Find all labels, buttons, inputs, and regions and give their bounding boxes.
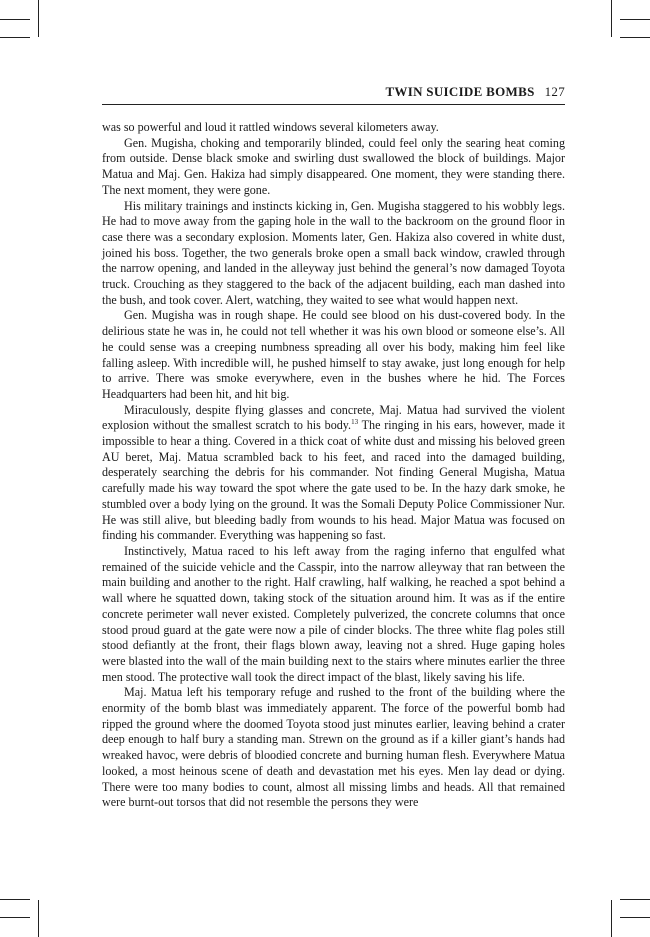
crop-mark-top-right xyxy=(611,0,612,37)
crop-mark-bottom-right xyxy=(620,899,650,900)
crop-mark-top-right xyxy=(620,19,650,20)
crop-mark-bottom-left xyxy=(38,900,39,937)
running-title: TWIN SUICIDE BOMBS xyxy=(385,84,535,99)
running-header xyxy=(102,84,565,105)
body-text xyxy=(102,120,565,811)
footnote-marker[interactable]: 13 xyxy=(351,418,359,427)
page-number: 127 xyxy=(544,84,565,99)
paragraph-text: Miraculously, despite flying glasses and concrete, Maj. Matua had survived the violent explosion without the smallest scratch to his body. xyxy=(102,402,565,433)
crop-mark-top-left xyxy=(0,19,30,20)
paragraph: Gen. Mugisha was in rough shape. He could see blood on his dust-covered body. In the delirious state he was in, he could not tell whether it was his own blood or someone else’s. All he could sense was a creeping numbness spreading all over his body, making him feel like falling asleep. With incredible will, he pushed himself to stay awake, just long enough for help to arrive. There was smoke everywhere, even in the bushes where he hid. The Forces Headquarters had been hit, and hit big. xyxy=(102,308,565,401)
paragraph: Maj. Matua left his temporary refuge and rushed to the front of the building where the enormity of the bomb blast was immediately apparent. The force of the powerful bomb had ripped the ground where the doomed Toyota stood just minutes earlier, leaving behind a crater deep enough to half bury a standing man. Strewn on the ground as if a killer giant’s hands had wreaked havoc, were debris of bloodied concrete and burning human flesh. Everywhere Matua looked, a most heinous scene of death and devastation met his eyes. Men lay dead or dying. There were too many bodies to count, almost all missing limbs and heads. All that remained were burnt-out torsos that did not resemble the persons they were xyxy=(102,685,565,810)
paragraph: Gen. Mugisha, choking and temporarily blinded, could feel only the searing heat coming from outside. Dense black smoke and swirling dust swallowed the block of buildings. Major Matua and Maj. Gen. Hakiza had simply disappeared. One moment, they were standing there. The next moment, they were gone. xyxy=(102,135,565,197)
paragraph: His military trainings and instincts kicking in, Gen. Mugisha staggered to his wobbly legs. He had to move away from the gaping hole in the wall to the backroom on the ground floor in case there was a secondary explosion. Moments later, Gen. Hakiza also covered in white dust, joined his boss. Together, the two generals broke open a small back window, crawled through the narrow opening, and landed in the alleyway just behind the general’s now damaged Toyota truck. Crouching as they staggered to the back of the adjacent building, each man dashed into the bush, and took cover. Alert, watching, they waited to see what would happen next. xyxy=(102,198,565,307)
crop-mark-bottom-right xyxy=(620,917,650,918)
crop-mark-bottom-left xyxy=(0,917,30,918)
crop-mark-bottom-right xyxy=(611,900,612,937)
paragraph-text: The ringing in his ears, however, made it impossible to hear a thing. Covered in a thick coat of white dust and missing his beloved green AU beret, Maj. Matua scrambled back to his feet, and raced into the damaged building, desperately searching the debris for his commander. Not finding General Mugisha, Matua carefully made his way toward the spot where the gate used to be. In the hazy dark smoke, he stumbled over a body lying on the ground. It was the Somali Deputy Police Commissioner Nur. He was still alive, but bleeding badly from wounds to his head. Major Matua was focused on finding his commander. Everything was happening so fast. xyxy=(102,418,565,543)
crop-mark-top-left xyxy=(0,37,30,38)
crop-mark-top-left xyxy=(38,0,39,37)
paragraph: Instinctively, Matua raced to his left away from the raging inferno that engulfed what remained of the suicide vehicle and the Casspir, into the narrow alleyway that ran between the main building and another to the right. Half crawling, half walking, he reached a spot behind a wall where he squatted down, taking stock of the situation around him. It was as if the entire concrete perimeter wall never existed. Completely pulverized, the concrete columns that once stood proud guard at the gate were now a pile of cinder blocks. The three white flag poles still stood defiantly at the front, their flags blown away, leaving not a shred. Huge gaping holes were blasted into the wall of the main building next to the stairs where minutes earlier the three men stood. The protective wall took the direct impact of the blast, likely saving his life. xyxy=(102,543,565,684)
crop-mark-top-right xyxy=(620,37,650,38)
paragraph xyxy=(102,403,565,544)
paragraph: was so powerful and loud it rattled windows several kilometers away. xyxy=(102,120,439,134)
crop-mark-bottom-left xyxy=(0,899,30,900)
